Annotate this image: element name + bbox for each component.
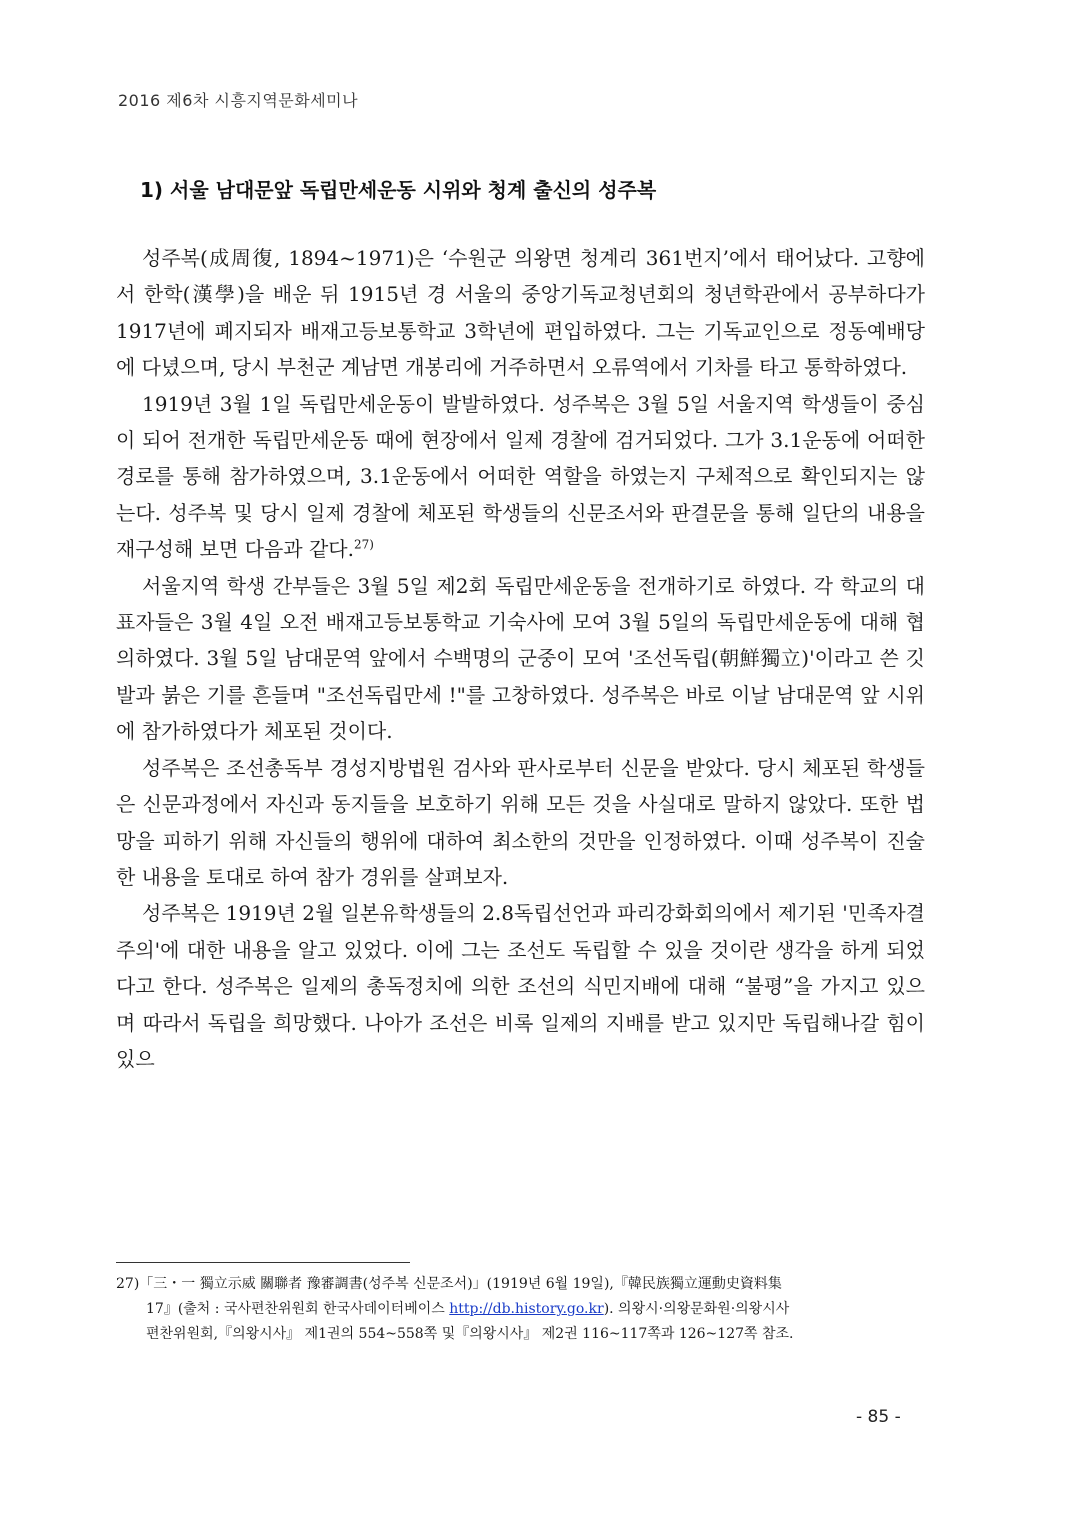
footnote-line-3: 편찬위원회,『의왕시사』 제1권의 554~558쪽 및『의왕시사』 제2권 116~117쪽과 126~127쪽 참조.	[146, 1326, 794, 1342]
paragraph-2	[116, 386, 925, 568]
running-header: 2016 제6차 시흥지역문화세미나	[118, 91, 359, 110]
history-db-link[interactable]: http://db.history.go.kr	[449, 1301, 604, 1317]
footnote-divider	[116, 1262, 410, 1263]
footnote	[116, 1272, 926, 1347]
footnote-line-2	[116, 1297, 926, 1322]
footnote-line-2-post: ). 의왕시·의왕문화원·의왕시사	[603, 1301, 790, 1317]
section-heading: 1) 서울 남대문앞 독립만세운동 시위와 청계 출신의 성주복	[140, 178, 657, 202]
paragraph-3: 서울지역 학생 간부들은 3월 5일 제2회 독립만세운동을 전개하기로 하였다. 각 학교의 대표자들은 3월 4일 오전 배재고등보통학교 기숙사에 모여 3월 5일의 독립만세운동에 대해 협의하였다. 3월 5일 남대문역 앞에서 수백명의 군중이 모여 '조선독립(朝鮮獨立)'이라고 쓴 깃발과 붉은 기를 흔들며 "조선독립만세 !"를 고창하였다. 성주복은 바로 이날 남대문역 앞 시위에 참가하였다가 체포된 것이다.	[116, 573, 925, 744]
paragraph-4: 성주복은 조선총독부 경성지방법원 검사와 판사로부터 신문을 받았다. 당시 체포된 학생들은 신문과정에서 자신과 동지들을 보호하기 위해 모든 것을 사실대로 말하지 않았다. 또한 법망을 피하기 위해 자신들의 행위에 대하여 최소한의 것만을 인정하였다. 이때 성주복이 진술한 내용을 토대로 하여 참가 경위를 살펴보자.	[116, 755, 925, 889]
footnote-line-2-pre: 17』(출처 : 국사편찬위원회 한국사데이터베이스	[146, 1301, 450, 1317]
body-text	[116, 240, 925, 1077]
paragraph-1: 성주복(成周復, 1894~1971)은 ‘수원군 의왕면 청계리 361번지’에서 태어났다. 고향에서 한학(漢學)을 배운 뒤 1915년 경 서울의 중앙기독교청년회의 청년학관에서 공부하다가 1917년에 폐지되자 배재고등보통학교 3학년에 편입하였다. 그는 기독교인으로 정동예배당에 다녔으며, 당시 부천군 계남면 개봉리에 거주하면서 오류역에서 기차를 타고 통학하였다.	[116, 246, 925, 380]
footnote-reference[interactable]: 27)	[353, 537, 374, 552]
page-number: - 85 -	[856, 1407, 901, 1427]
paragraph-5: 성주복은 1919년 2월 일본유학생들의 2.8독립선언과 파리강화회의에서 제기된 '민족자결주의'에 대한 내용을 알고 있었다. 이에 그는 조선도 독립할 수 있을 것이란 생각을 하게 되었다고 한다. 성주복은 일제의 총독정치에 의한 조선의 식민지배에 대해 “불평”을 가지고 있으며 따라서 독립을 희망했다. 나아가 조선은 비록 일제의 지배를 받고 있지만 독립해나갈 힘이 있으	[116, 901, 925, 1071]
paragraph-2-text: 1919년 3월 1일 독립만세운동이 발발하였다. 성주복은 3월 5일 서울지역 학생들이 중심이 되어 전개한 독립만세운동 때에 현장에서 일제 경찰에 검거되었다. 그가 3.1운동에 어떠한 경로를 통해 참가하였으며, 3.1운동에서 어떠한 역할을 하였는지 구체적으로 확인되지는 않는다. 성주복 및 당시 일제 경찰에 체포된 학생들의 신문조서와 판결문을 통해 일단의 내용을 재구성해 보면 다음과 같다.	[116, 391, 925, 562]
footnote-line-1: 27)「三・一 獨立示威 關聯者 豫審調書(성주복 신문조서)」(1919년 6월 19일),『韓民族獨立運動史資料集	[116, 1276, 782, 1292]
